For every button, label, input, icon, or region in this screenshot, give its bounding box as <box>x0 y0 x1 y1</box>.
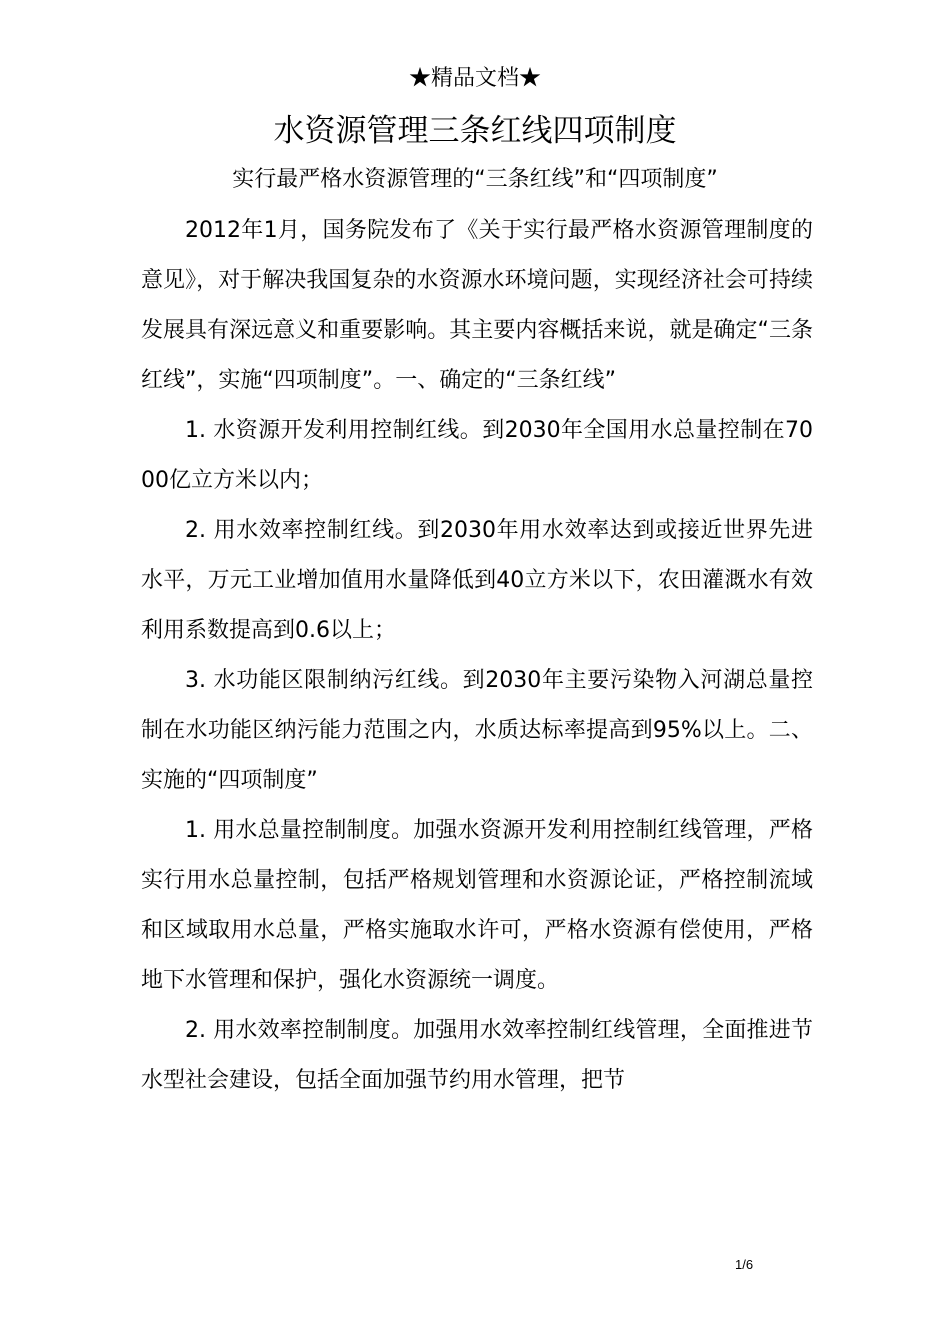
document-subtitle: 实行最严格水资源管理的“三条红线”和“四项制度” <box>232 167 718 192</box>
paragraph-system-2: 2. 用水效率控制制度。加强用水效率控制红线管理，全面推进节水型社会建设，包括全面加强节约用水管理，把节 <box>141 1018 813 1093</box>
paragraph-system-1: 1. 用水总量控制制度。加强水资源开发利用控制红线管理，严格实行用水总量控制，包括严格规划管理和水资源论证，严格控制流域和区域取用水总量，严格实施取水许可，严格水资源有偿使用，严格地下水管理和保护，强化水资源统一调度。 <box>141 818 813 993</box>
paragraph-redline-1: 1. 水资源开发利用控制红线。到2030年全国用水总量控制在7000亿立方米以内； <box>141 418 813 493</box>
document-title: 水资源管理三条红线四项制度 <box>273 113 677 149</box>
paragraph-redline-2: 2. 用水效率控制红线。到2030年用水效率达到或接近世界先进水平，万元工业增加值用水量降低到40立方米以下，农田灌溉水有效利用系数提高到0.6以上； <box>141 518 813 643</box>
header-mark: ★精品文档★ <box>408 66 541 91</box>
document-body <box>141 206 813 1106</box>
paragraph-intro: 2012年1月，国务院发布了《关于实行最严格水资源管理制度的意见》，对于解决我国复杂的水资源水环境问题，实现经济社会可持续发展具有深远意义和重要影响。其主要内容概括来说，就是确定“三条红线”，实施“四项制度”。一、确定的“三条红线” <box>141 218 813 393</box>
paragraph-redline-3: 3. 水功能区限制纳污红线。到2030年主要污染物入河湖总量控制在水功能区纳污能力范围之内，水质达标率提高到95%以上。二、实施的“四项制度” <box>141 668 813 793</box>
page-number: 1/6 <box>735 1257 754 1272</box>
